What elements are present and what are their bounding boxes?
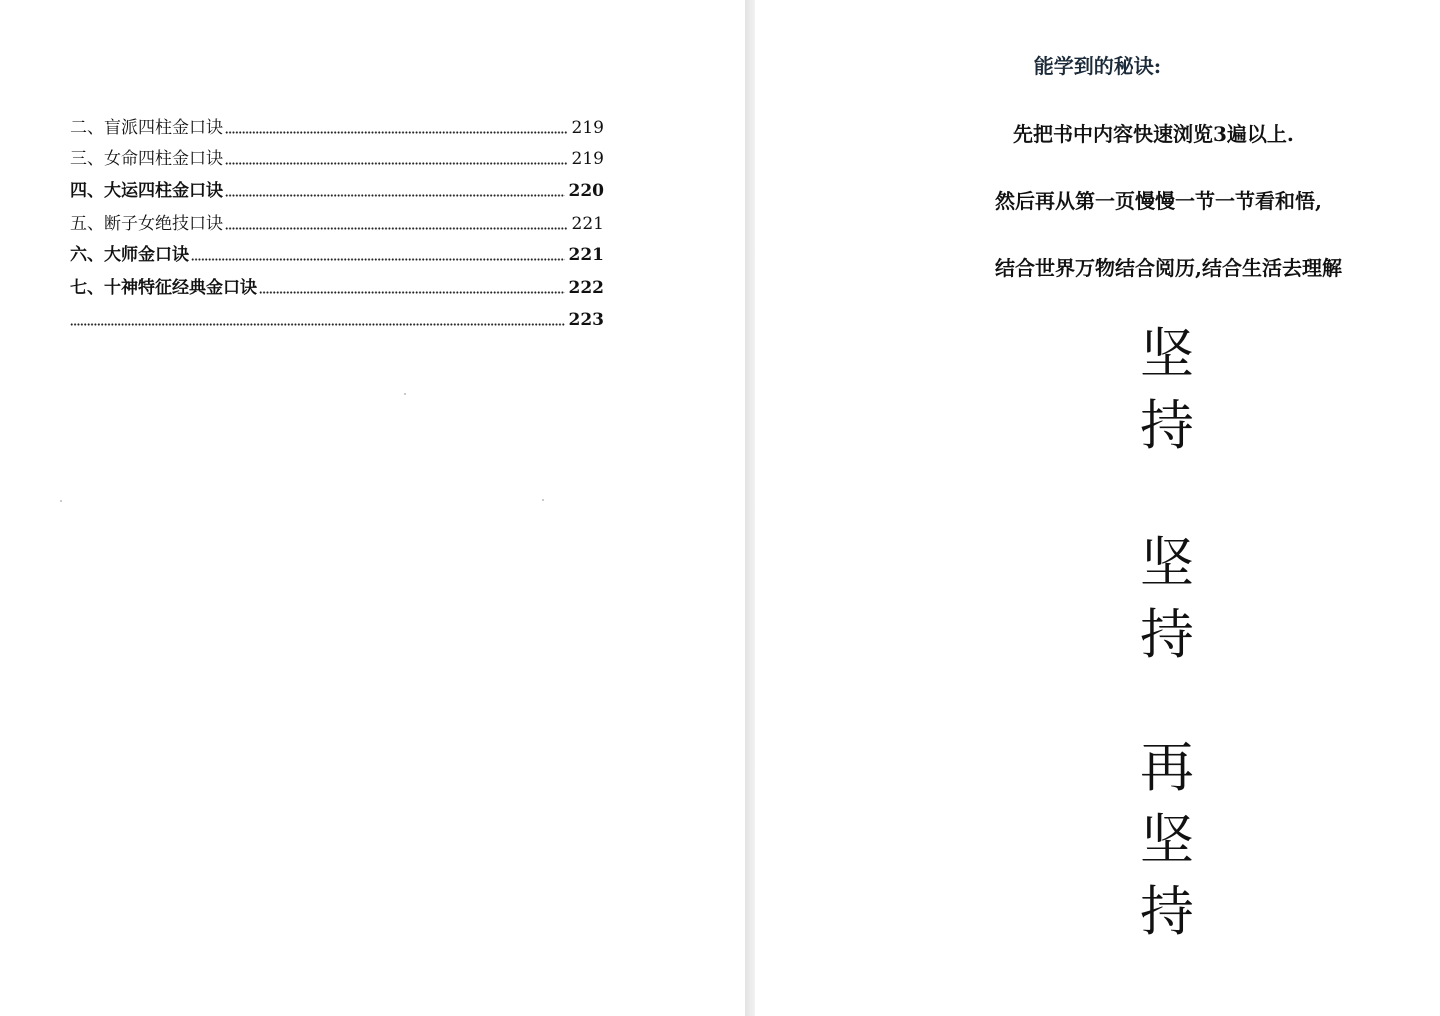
vertical-char: 坚 — [1140, 531, 1194, 594]
persist-again-vertical-text — [1137, 732, 1197, 948]
instruction-line: 结合世界万物结合阅历,结合生活去理解 — [995, 256, 1342, 280]
toc-leader-dots — [225, 194, 565, 197]
vertical-char: 持 — [1140, 603, 1194, 666]
toc-entry[interactable] — [70, 143, 604, 169]
right-page — [755, 0, 1440, 1016]
toc-entry[interactable] — [70, 208, 604, 234]
instruction-line: 然后再从第一页慢慢一节一节看和悟, — [995, 189, 1322, 213]
toc-entry-title: 六、大师金口诀 — [70, 245, 189, 265]
toc-entry[interactable] — [70, 175, 604, 201]
toc-entry[interactable] — [70, 239, 604, 265]
vertical-char: 持 — [1140, 394, 1194, 457]
toc-entry-title: 四、大运四柱金口诀 — [70, 181, 223, 201]
instruction-line: 先把书中内容快速浏览3遍以上. — [1013, 122, 1294, 146]
toc-entry-title: 二、盲派四柱金口诀 — [70, 118, 223, 138]
toc-leader-dots — [225, 131, 568, 134]
persist-vertical-text — [1137, 527, 1197, 671]
persist-vertical-text — [1137, 318, 1197, 462]
toc-leader-dots — [259, 291, 565, 294]
scan-speck — [60, 500, 62, 502]
page-gutter — [745, 0, 755, 1016]
toc-entry-page: 223 — [568, 310, 604, 330]
toc-entry-page: 220 — [568, 181, 604, 201]
toc-entry-title: 七、十神特征经典金口诀 — [70, 278, 257, 298]
toc-entry-page: 221 — [568, 245, 604, 265]
toc-entry-title: 五、断子女绝技口诀 — [70, 214, 223, 234]
toc-entry-page: 219 — [571, 118, 604, 138]
vertical-char: 坚 — [1140, 322, 1194, 385]
toc-entry-page: 219 — [571, 149, 604, 169]
toc-leader-dots — [225, 162, 568, 165]
toc-leader-dots — [70, 323, 565, 326]
toc-entry[interactable] — [70, 272, 604, 298]
toc-leader-dots — [191, 258, 565, 261]
toc-entry-page: 222 — [568, 278, 604, 298]
toc-leader-dots — [225, 227, 568, 230]
toc-entry[interactable] — [70, 304, 604, 330]
vertical-char: 坚 — [1140, 808, 1194, 871]
vertical-char: 持 — [1140, 880, 1194, 943]
toc-entry-title: 三、女命四柱金口诀 — [70, 149, 223, 169]
toc-entry-page: 221 — [571, 214, 604, 234]
toc-entry[interactable] — [70, 112, 604, 138]
vertical-char: 再 — [1140, 736, 1194, 799]
scan-speck — [542, 499, 544, 501]
scan-speck — [404, 393, 406, 395]
secret-heading: 能学到的秘诀: — [1033, 54, 1162, 78]
